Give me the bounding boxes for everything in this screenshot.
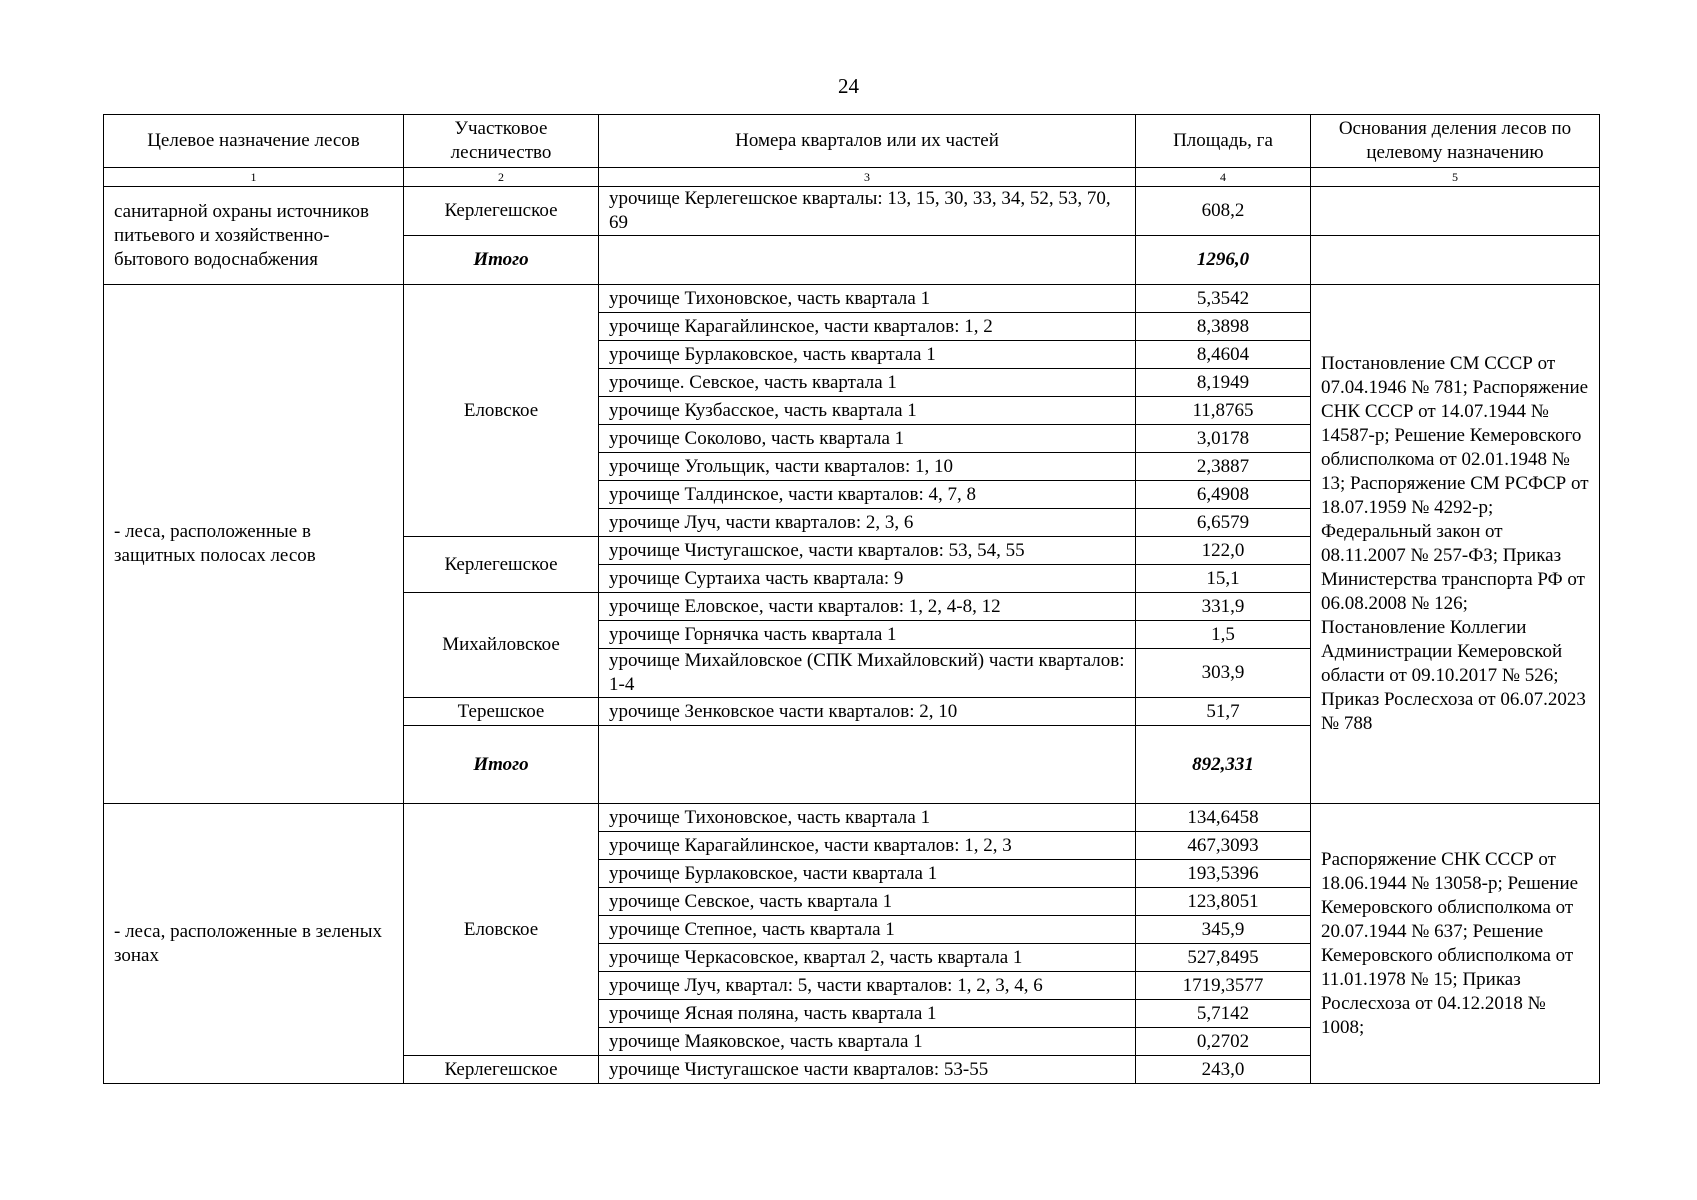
total-label: Итого	[404, 726, 599, 804]
quarters-cell	[599, 236, 1136, 285]
quarters-cell: урочище Бурлаковское, части квартала 1	[599, 860, 1136, 888]
basis-cell	[1311, 187, 1600, 236]
quarters-cell: урочище Чистугашское части кварталов: 53-55	[599, 1056, 1136, 1084]
area-cell: 8,1949	[1136, 369, 1311, 397]
area-cell: 6,6579	[1136, 509, 1311, 537]
quarters-cell: урочище Керлегешское кварталы: 13, 15, 30, 33, 34, 52, 53, 70, 69	[599, 187, 1136, 236]
quarters-cell: урочище Луч, квартал: 5, части кварталов: 1, 2, 3, 4, 6	[599, 972, 1136, 1000]
quarters-cell: урочище Севское, часть квартала 1	[599, 888, 1136, 916]
area-cell: 243,0	[1136, 1056, 1311, 1084]
forestry-cell: Еловское	[404, 804, 599, 1056]
area-cell: 1,5	[1136, 621, 1311, 649]
quarters-cell: урочище Зенковское части кварталов: 2, 10	[599, 698, 1136, 726]
forestry-cell: Еловское	[404, 285, 599, 537]
area-cell: 1719,3577	[1136, 972, 1311, 1000]
forestry-cell: Керлегешское	[404, 1056, 599, 1084]
total-label: Итого	[404, 236, 599, 285]
quarters-cell: урочище Соколово, часть квартала 1	[599, 425, 1136, 453]
quarters-cell: урочище Горнячка часть квартала 1	[599, 621, 1136, 649]
quarters-cell: урочище Маяковское, часть квартала 1	[599, 1028, 1136, 1056]
quarters-cell: урочище Чистугашское, части кварталов: 53, 54, 55	[599, 537, 1136, 565]
column-header: Целевое назначение лесов	[104, 115, 404, 168]
area-cell: 123,8051	[1136, 888, 1311, 916]
column-number: 5	[1311, 168, 1600, 187]
area-cell: 8,3898	[1136, 313, 1311, 341]
quarters-cell: урочище Карагайлинское, части кварталов: 1, 2, 3	[599, 832, 1136, 860]
page-number: 24	[838, 74, 859, 98]
quarters-cell: урочище Талдинское, части кварталов: 4, 7, 8	[599, 481, 1136, 509]
quarters-cell: урочище Степное, часть квартала 1	[599, 916, 1136, 944]
total-area: 892,331	[1136, 726, 1311, 804]
quarters-cell: урочище Луч, части кварталов: 2, 3, 6	[599, 509, 1136, 537]
forest-purpose-table	[103, 114, 1600, 1084]
forestry-cell: Михайловское	[404, 593, 599, 698]
forestry-cell: Керлегешское	[404, 537, 599, 593]
area-cell: 303,9	[1136, 649, 1311, 698]
purpose-cell: - леса, расположенные в защитных полосах лесов	[104, 285, 404, 804]
area-cell: 3,0178	[1136, 425, 1311, 453]
quarters-cell: урочище Кузбасское, часть квартала 1	[599, 397, 1136, 425]
column-number: 3	[599, 168, 1136, 187]
table-row	[104, 804, 1600, 832]
quarters-cell: урочище Черкасовское, квартал 2, часть квартала 1	[599, 944, 1136, 972]
area-cell: 134,6458	[1136, 804, 1311, 832]
area-cell: 51,7	[1136, 698, 1311, 726]
total-area: 1296,0	[1136, 236, 1311, 285]
area-cell: 608,2	[1136, 187, 1311, 236]
forestry-cell: Керлегешское	[404, 187, 599, 236]
basis-cell: Распоряжение СНК СССР от 18.06.1944 № 13058-р; Решение Кемеровского облисполкома от 20.07.1944 № 637; Решение Кемеровского облисполкома от 11.01.1978 № 15; Приказ Рослесхоза от 04.12.2018 № 1008;	[1311, 804, 1600, 1084]
column-number: 4	[1136, 168, 1311, 187]
purpose-cell: - леса, расположенные в зеленых зонах	[104, 804, 404, 1084]
area-cell: 15,1	[1136, 565, 1311, 593]
quarters-cell: урочище Еловское, части кварталов: 1, 2, 4-8, 12	[599, 593, 1136, 621]
quarters-cell: урочище Угольщик, части кварталов: 1, 10	[599, 453, 1136, 481]
area-cell: 193,5396	[1136, 860, 1311, 888]
basis-cell: Постановление СМ СССР от 07.04.1946 № 781; Распоряжение СНК СССР от 14.07.1944 № 14587-р; Решение Кемеровского облисполкома от 02.01.1948 № 13; Распоряжение СМ РСФСР от 18.07.1959 № 4292-р; Федеральный закон от 08.11.2007 № 257-ФЗ; Приказ Министерства транспорта РФ от 06.08.2008 № 126; Постановление Коллегии Администрации Кемеровской области от 09.10.2017 № 526; Приказ Рослесхоза от 06.07.2023 № 788	[1311, 285, 1600, 804]
column-header: Площадь, га	[1136, 115, 1311, 168]
area-cell: 0,2702	[1136, 1028, 1311, 1056]
purpose-cell: санитарной охраны источников питьевого и хозяйственно-бытового водоснабжения	[104, 187, 404, 285]
quarters-cell: урочище Карагайлинское, части кварталов: 1, 2	[599, 313, 1136, 341]
area-cell: 527,8495	[1136, 944, 1311, 972]
area-cell: 5,3542	[1136, 285, 1311, 313]
area-cell: 6,4908	[1136, 481, 1311, 509]
area-cell: 2,3887	[1136, 453, 1311, 481]
table-header-row	[104, 115, 1600, 168]
basis-cell	[1311, 236, 1600, 285]
quarters-cell: урочище Михайловское (СПК Михайловский) части кварталов: 1-4	[599, 649, 1136, 698]
area-cell: 467,3093	[1136, 832, 1311, 860]
quarters-cell: урочище Тихоновское, часть квартала 1	[599, 285, 1136, 313]
quarters-cell: урочище. Севское, часть квартала 1	[599, 369, 1136, 397]
table-row	[104, 187, 1600, 236]
area-cell: 8,4604	[1136, 341, 1311, 369]
column-number: 2	[404, 168, 599, 187]
table-row	[104, 285, 1600, 313]
column-header: Основания деления лесов по целевому назначению	[1311, 115, 1600, 168]
column-header: Номера кварталов или их частей	[599, 115, 1136, 168]
quarters-cell	[599, 726, 1136, 804]
area-cell: 331,9	[1136, 593, 1311, 621]
area-cell: 345,9	[1136, 916, 1311, 944]
quarters-cell: урочище Бурлаковское, часть квартала 1	[599, 341, 1136, 369]
quarters-cell: урочище Тихоновское, часть квартала 1	[599, 804, 1136, 832]
column-number: 1	[104, 168, 404, 187]
column-number-row	[104, 168, 1600, 187]
area-cell: 122,0	[1136, 537, 1311, 565]
column-header: Участковое лесничество	[404, 115, 599, 168]
area-cell: 11,8765	[1136, 397, 1311, 425]
forestry-cell: Терешское	[404, 698, 599, 726]
area-cell: 5,7142	[1136, 1000, 1311, 1028]
quarters-cell: урочище Суртаиха часть квартала: 9	[599, 565, 1136, 593]
quarters-cell: урочище Ясная поляна, часть квартала 1	[599, 1000, 1136, 1028]
